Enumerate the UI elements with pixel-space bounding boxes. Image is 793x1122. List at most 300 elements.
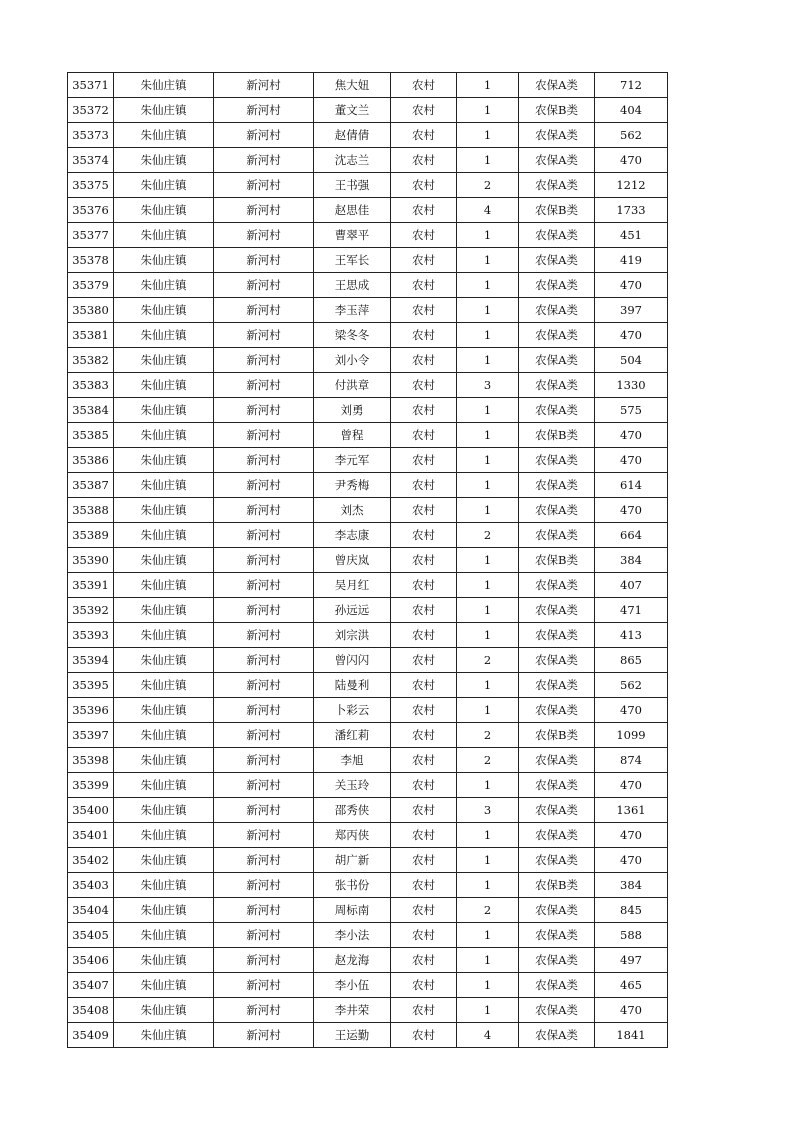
- village-cell: 新河村: [214, 223, 314, 248]
- village-cell: 新河村: [214, 1023, 314, 1048]
- town-cell: 朱仙庄镇: [114, 273, 214, 298]
- town-cell: 朱仙庄镇: [114, 698, 214, 723]
- category-cell: 农保B类: [519, 423, 595, 448]
- household-type-cell: 农村: [391, 198, 457, 223]
- household-type-cell: 农村: [391, 948, 457, 973]
- name-cell: 赵倩倩: [314, 123, 391, 148]
- household-type-cell: 农村: [391, 848, 457, 873]
- table-row: [68, 823, 668, 848]
- table-row: [68, 623, 668, 648]
- record-id: 35390: [68, 548, 114, 573]
- table-row: [68, 723, 668, 748]
- village-cell: 新河村: [214, 698, 314, 723]
- amount-cell: 664: [595, 523, 668, 548]
- record-id: 35380: [68, 298, 114, 323]
- amount-cell: 470: [595, 498, 668, 523]
- village-cell: 新河村: [214, 673, 314, 698]
- persons-cell: 4: [457, 198, 519, 223]
- name-cell: 李玉萍: [314, 298, 391, 323]
- town-cell: 朱仙庄镇: [114, 998, 214, 1023]
- household-type-cell: 农村: [391, 723, 457, 748]
- persons-cell: 1: [457, 948, 519, 973]
- amount-cell: 562: [595, 123, 668, 148]
- amount-cell: 413: [595, 623, 668, 648]
- village-cell: 新河村: [214, 998, 314, 1023]
- record-id: 35378: [68, 248, 114, 273]
- town-cell: 朱仙庄镇: [114, 323, 214, 348]
- category-cell: 农保A类: [519, 448, 595, 473]
- category-cell: 农保A类: [519, 748, 595, 773]
- category-cell: 农保A类: [519, 248, 595, 273]
- persons-cell: 2: [457, 173, 519, 198]
- category-cell: 农保B类: [519, 98, 595, 123]
- amount-cell: 504: [595, 348, 668, 373]
- table-row: [68, 973, 668, 998]
- category-cell: 农保A类: [519, 173, 595, 198]
- name-cell: 刘勇: [314, 398, 391, 423]
- category-cell: 农保A类: [519, 473, 595, 498]
- persons-cell: 4: [457, 1023, 519, 1048]
- town-cell: 朱仙庄镇: [114, 848, 214, 873]
- village-cell: 新河村: [214, 898, 314, 923]
- roster-body: [68, 73, 668, 1048]
- record-id: 35400: [68, 798, 114, 823]
- record-id: 35397: [68, 723, 114, 748]
- household-type-cell: 农村: [391, 173, 457, 198]
- town-cell: 朱仙庄镇: [114, 223, 214, 248]
- household-type-cell: 农村: [391, 73, 457, 98]
- persons-cell: 2: [457, 648, 519, 673]
- household-type-cell: 农村: [391, 423, 457, 448]
- amount-cell: 614: [595, 473, 668, 498]
- record-id: 35409: [68, 1023, 114, 1048]
- persons-cell: 2: [457, 748, 519, 773]
- village-cell: 新河村: [214, 98, 314, 123]
- village-cell: 新河村: [214, 623, 314, 648]
- category-cell: 农保A类: [519, 323, 595, 348]
- table-row: [68, 923, 668, 948]
- name-cell: 李旭: [314, 748, 391, 773]
- persons-cell: 1: [457, 498, 519, 523]
- table-row: [68, 598, 668, 623]
- household-type-cell: 农村: [391, 498, 457, 523]
- persons-cell: 1: [457, 73, 519, 98]
- category-cell: 农保B类: [519, 548, 595, 573]
- town-cell: 朱仙庄镇: [114, 573, 214, 598]
- village-cell: 新河村: [214, 473, 314, 498]
- village-cell: 新河村: [214, 923, 314, 948]
- name-cell: 李元军: [314, 448, 391, 473]
- persons-cell: 1: [457, 698, 519, 723]
- amount-cell: 404: [595, 98, 668, 123]
- category-cell: 农保A类: [519, 1023, 595, 1048]
- household-type-cell: 农村: [391, 673, 457, 698]
- persons-cell: 3: [457, 373, 519, 398]
- table-row: [68, 248, 668, 273]
- amount-cell: 470: [595, 848, 668, 873]
- amount-cell: 471: [595, 598, 668, 623]
- table-row: [68, 373, 668, 398]
- household-type-cell: 农村: [391, 373, 457, 398]
- category-cell: 农保A类: [519, 848, 595, 873]
- persons-cell: 1: [457, 973, 519, 998]
- household-type-cell: 农村: [391, 898, 457, 923]
- town-cell: 朱仙庄镇: [114, 623, 214, 648]
- record-id: 35404: [68, 898, 114, 923]
- category-cell: 农保A类: [519, 573, 595, 598]
- table-row: [68, 573, 668, 598]
- persons-cell: 1: [457, 823, 519, 848]
- name-cell: 沈志兰: [314, 148, 391, 173]
- table-row: [68, 473, 668, 498]
- table-row: [68, 898, 668, 923]
- name-cell: 卜彩云: [314, 698, 391, 723]
- record-id: 35373: [68, 123, 114, 148]
- town-cell: 朱仙庄镇: [114, 723, 214, 748]
- household-type-cell: 农村: [391, 348, 457, 373]
- name-cell: 邵秀侠: [314, 798, 391, 823]
- town-cell: 朱仙庄镇: [114, 648, 214, 673]
- table-row: [68, 273, 668, 298]
- amount-cell: 1330: [595, 373, 668, 398]
- household-type-cell: 农村: [391, 448, 457, 473]
- persons-cell: 1: [457, 123, 519, 148]
- table-row: [68, 73, 668, 98]
- record-id: 35389: [68, 523, 114, 548]
- household-type-cell: 农村: [391, 698, 457, 723]
- village-cell: 新河村: [214, 423, 314, 448]
- amount-cell: 588: [595, 923, 668, 948]
- persons-cell: 1: [457, 298, 519, 323]
- household-type-cell: 农村: [391, 523, 457, 548]
- table-row: [68, 948, 668, 973]
- record-id: 35395: [68, 673, 114, 698]
- category-cell: 农保B类: [519, 873, 595, 898]
- village-cell: 新河村: [214, 173, 314, 198]
- persons-cell: 1: [457, 423, 519, 448]
- household-type-cell: 农村: [391, 473, 457, 498]
- table-row: [68, 323, 668, 348]
- table-row: [68, 748, 668, 773]
- household-type-cell: 农村: [391, 98, 457, 123]
- name-cell: 王书强: [314, 173, 391, 198]
- roster-table: [67, 72, 668, 1048]
- village-cell: 新河村: [214, 773, 314, 798]
- village-cell: 新河村: [214, 148, 314, 173]
- record-id: 35399: [68, 773, 114, 798]
- amount-cell: 470: [595, 323, 668, 348]
- household-type-cell: 农村: [391, 648, 457, 673]
- name-cell: 陆曼利: [314, 673, 391, 698]
- table-row: [68, 348, 668, 373]
- table-row: [68, 798, 668, 823]
- village-cell: 新河村: [214, 873, 314, 898]
- table-row: [68, 773, 668, 798]
- amount-cell: 465: [595, 973, 668, 998]
- town-cell: 朱仙庄镇: [114, 148, 214, 173]
- persons-cell: 1: [457, 873, 519, 898]
- village-cell: 新河村: [214, 573, 314, 598]
- town-cell: 朱仙庄镇: [114, 348, 214, 373]
- town-cell: 朱仙庄镇: [114, 598, 214, 623]
- persons-cell: 1: [457, 348, 519, 373]
- town-cell: 朱仙庄镇: [114, 98, 214, 123]
- category-cell: 农保A类: [519, 673, 595, 698]
- name-cell: 刘宗洪: [314, 623, 391, 648]
- persons-cell: 1: [457, 848, 519, 873]
- name-cell: 刘小令: [314, 348, 391, 373]
- village-cell: 新河村: [214, 798, 314, 823]
- village-cell: 新河村: [214, 73, 314, 98]
- amount-cell: 470: [595, 273, 668, 298]
- record-id: 35403: [68, 873, 114, 898]
- persons-cell: 2: [457, 523, 519, 548]
- name-cell: 李小法: [314, 923, 391, 948]
- household-type-cell: 农村: [391, 998, 457, 1023]
- name-cell: 董文兰: [314, 98, 391, 123]
- amount-cell: 470: [595, 823, 668, 848]
- record-id: 35387: [68, 473, 114, 498]
- persons-cell: 1: [457, 598, 519, 623]
- category-cell: 农保A类: [519, 223, 595, 248]
- town-cell: 朱仙庄镇: [114, 973, 214, 998]
- category-cell: 农保A类: [519, 523, 595, 548]
- name-cell: 李小伍: [314, 973, 391, 998]
- persons-cell: 1: [457, 923, 519, 948]
- village-cell: 新河村: [214, 748, 314, 773]
- name-cell: 曾程: [314, 423, 391, 448]
- record-id: 35374: [68, 148, 114, 173]
- town-cell: 朱仙庄镇: [114, 873, 214, 898]
- village-cell: 新河村: [214, 298, 314, 323]
- table-row: [68, 148, 668, 173]
- town-cell: 朱仙庄镇: [114, 748, 214, 773]
- household-type-cell: 农村: [391, 548, 457, 573]
- amount-cell: 470: [595, 423, 668, 448]
- record-id: 35401: [68, 823, 114, 848]
- name-cell: 潘红莉: [314, 723, 391, 748]
- name-cell: 郑丙侠: [314, 823, 391, 848]
- category-cell: 农保A类: [519, 373, 595, 398]
- table-row: [68, 673, 668, 698]
- household-type-cell: 农村: [391, 273, 457, 298]
- amount-cell: 397: [595, 298, 668, 323]
- persons-cell: 2: [457, 723, 519, 748]
- household-type-cell: 农村: [391, 873, 457, 898]
- village-cell: 新河村: [214, 248, 314, 273]
- name-cell: 周标南: [314, 898, 391, 923]
- persons-cell: 1: [457, 323, 519, 348]
- name-cell: 孙远远: [314, 598, 391, 623]
- village-cell: 新河村: [214, 273, 314, 298]
- name-cell: 李志康: [314, 523, 391, 548]
- category-cell: 农保A类: [519, 123, 595, 148]
- name-cell: 王军长: [314, 248, 391, 273]
- category-cell: 农保A类: [519, 498, 595, 523]
- amount-cell: 1099: [595, 723, 668, 748]
- record-id: 35402: [68, 848, 114, 873]
- record-id: 35398: [68, 748, 114, 773]
- persons-cell: 1: [457, 473, 519, 498]
- category-cell: 农保A类: [519, 348, 595, 373]
- category-cell: 农保A类: [519, 998, 595, 1023]
- village-cell: 新河村: [214, 823, 314, 848]
- record-id: 35376: [68, 198, 114, 223]
- household-type-cell: 农村: [391, 1023, 457, 1048]
- town-cell: 朱仙庄镇: [114, 923, 214, 948]
- table-row: [68, 1023, 668, 1048]
- household-type-cell: 农村: [391, 573, 457, 598]
- category-cell: 农保B类: [519, 198, 595, 223]
- record-id: 35394: [68, 648, 114, 673]
- name-cell: 李井荣: [314, 998, 391, 1023]
- table-row: [68, 873, 668, 898]
- village-cell: 新河村: [214, 723, 314, 748]
- village-cell: 新河村: [214, 448, 314, 473]
- persons-cell: 1: [457, 773, 519, 798]
- town-cell: 朱仙庄镇: [114, 173, 214, 198]
- record-id: 35372: [68, 98, 114, 123]
- persons-cell: 1: [457, 398, 519, 423]
- category-cell: 农保A类: [519, 773, 595, 798]
- name-cell: 梁冬冬: [314, 323, 391, 348]
- household-type-cell: 农村: [391, 623, 457, 648]
- record-id: 35396: [68, 698, 114, 723]
- amount-cell: 470: [595, 998, 668, 1023]
- table-row: [68, 448, 668, 473]
- table-row: [68, 398, 668, 423]
- town-cell: 朱仙庄镇: [114, 248, 214, 273]
- village-cell: 新河村: [214, 523, 314, 548]
- category-cell: 农保A类: [519, 298, 595, 323]
- record-id: 35405: [68, 923, 114, 948]
- town-cell: 朱仙庄镇: [114, 123, 214, 148]
- category-cell: 农保A类: [519, 973, 595, 998]
- amount-cell: 1733: [595, 198, 668, 223]
- town-cell: 朱仙庄镇: [114, 448, 214, 473]
- household-type-cell: 农村: [391, 923, 457, 948]
- persons-cell: 1: [457, 673, 519, 698]
- table-row: [68, 173, 668, 198]
- household-type-cell: 农村: [391, 748, 457, 773]
- record-id: 35408: [68, 998, 114, 1023]
- persons-cell: 1: [457, 223, 519, 248]
- record-id: 35388: [68, 498, 114, 523]
- amount-cell: 470: [595, 773, 668, 798]
- household-type-cell: 农村: [391, 598, 457, 623]
- persons-cell: 1: [457, 548, 519, 573]
- town-cell: 朱仙庄镇: [114, 798, 214, 823]
- town-cell: 朱仙庄镇: [114, 398, 214, 423]
- village-cell: 新河村: [214, 398, 314, 423]
- category-cell: 农保A类: [519, 273, 595, 298]
- record-id: 35391: [68, 573, 114, 598]
- category-cell: 农保A类: [519, 148, 595, 173]
- category-cell: 农保A类: [519, 598, 595, 623]
- record-id: 35392: [68, 598, 114, 623]
- amount-cell: 470: [595, 148, 668, 173]
- amount-cell: 470: [595, 448, 668, 473]
- town-cell: 朱仙庄镇: [114, 1023, 214, 1048]
- name-cell: 尹秀梅: [314, 473, 391, 498]
- record-id: 35383: [68, 373, 114, 398]
- town-cell: 朱仙庄镇: [114, 298, 214, 323]
- household-type-cell: 农村: [391, 298, 457, 323]
- persons-cell: 3: [457, 798, 519, 823]
- amount-cell: 419: [595, 248, 668, 273]
- persons-cell: 1: [457, 148, 519, 173]
- record-id: 35375: [68, 173, 114, 198]
- amount-cell: 575: [595, 398, 668, 423]
- record-id: 35393: [68, 623, 114, 648]
- record-id: 35381: [68, 323, 114, 348]
- record-id: 35385: [68, 423, 114, 448]
- amount-cell: 451: [595, 223, 668, 248]
- category-cell: 农保A类: [519, 698, 595, 723]
- name-cell: 曾庆岚: [314, 548, 391, 573]
- record-id: 35384: [68, 398, 114, 423]
- household-type-cell: 农村: [391, 248, 457, 273]
- amount-cell: 1361: [595, 798, 668, 823]
- record-id: 35406: [68, 948, 114, 973]
- table-row: [68, 548, 668, 573]
- household-type-cell: 农村: [391, 798, 457, 823]
- amount-cell: 1841: [595, 1023, 668, 1048]
- record-id: 35377: [68, 223, 114, 248]
- name-cell: 赵思佳: [314, 198, 391, 223]
- household-type-cell: 农村: [391, 223, 457, 248]
- name-cell: 关玉玲: [314, 773, 391, 798]
- category-cell: 农保B类: [519, 723, 595, 748]
- persons-cell: 2: [457, 898, 519, 923]
- town-cell: 朱仙庄镇: [114, 473, 214, 498]
- category-cell: 农保A类: [519, 623, 595, 648]
- town-cell: 朱仙庄镇: [114, 898, 214, 923]
- town-cell: 朱仙庄镇: [114, 423, 214, 448]
- village-cell: 新河村: [214, 848, 314, 873]
- name-cell: 王运勤: [314, 1023, 391, 1048]
- household-type-cell: 农村: [391, 123, 457, 148]
- category-cell: 农保A类: [519, 798, 595, 823]
- amount-cell: 497: [595, 948, 668, 973]
- village-cell: 新河村: [214, 123, 314, 148]
- town-cell: 朱仙庄镇: [114, 73, 214, 98]
- village-cell: 新河村: [214, 548, 314, 573]
- record-id: 35379: [68, 273, 114, 298]
- household-type-cell: 农村: [391, 398, 457, 423]
- town-cell: 朱仙庄镇: [114, 548, 214, 573]
- table-row: [68, 98, 668, 123]
- name-cell: 赵龙海: [314, 948, 391, 973]
- village-cell: 新河村: [214, 973, 314, 998]
- village-cell: 新河村: [214, 348, 314, 373]
- village-cell: 新河村: [214, 598, 314, 623]
- household-type-cell: 农村: [391, 323, 457, 348]
- household-type-cell: 农村: [391, 973, 457, 998]
- persons-cell: 1: [457, 248, 519, 273]
- town-cell: 朱仙庄镇: [114, 823, 214, 848]
- table-row: [68, 223, 668, 248]
- category-cell: 农保A类: [519, 648, 595, 673]
- town-cell: 朱仙庄镇: [114, 523, 214, 548]
- category-cell: 农保A类: [519, 823, 595, 848]
- table-row: [68, 498, 668, 523]
- persons-cell: 1: [457, 98, 519, 123]
- record-id: 35371: [68, 73, 114, 98]
- name-cell: 吴月红: [314, 573, 391, 598]
- village-cell: 新河村: [214, 648, 314, 673]
- household-type-cell: 农村: [391, 148, 457, 173]
